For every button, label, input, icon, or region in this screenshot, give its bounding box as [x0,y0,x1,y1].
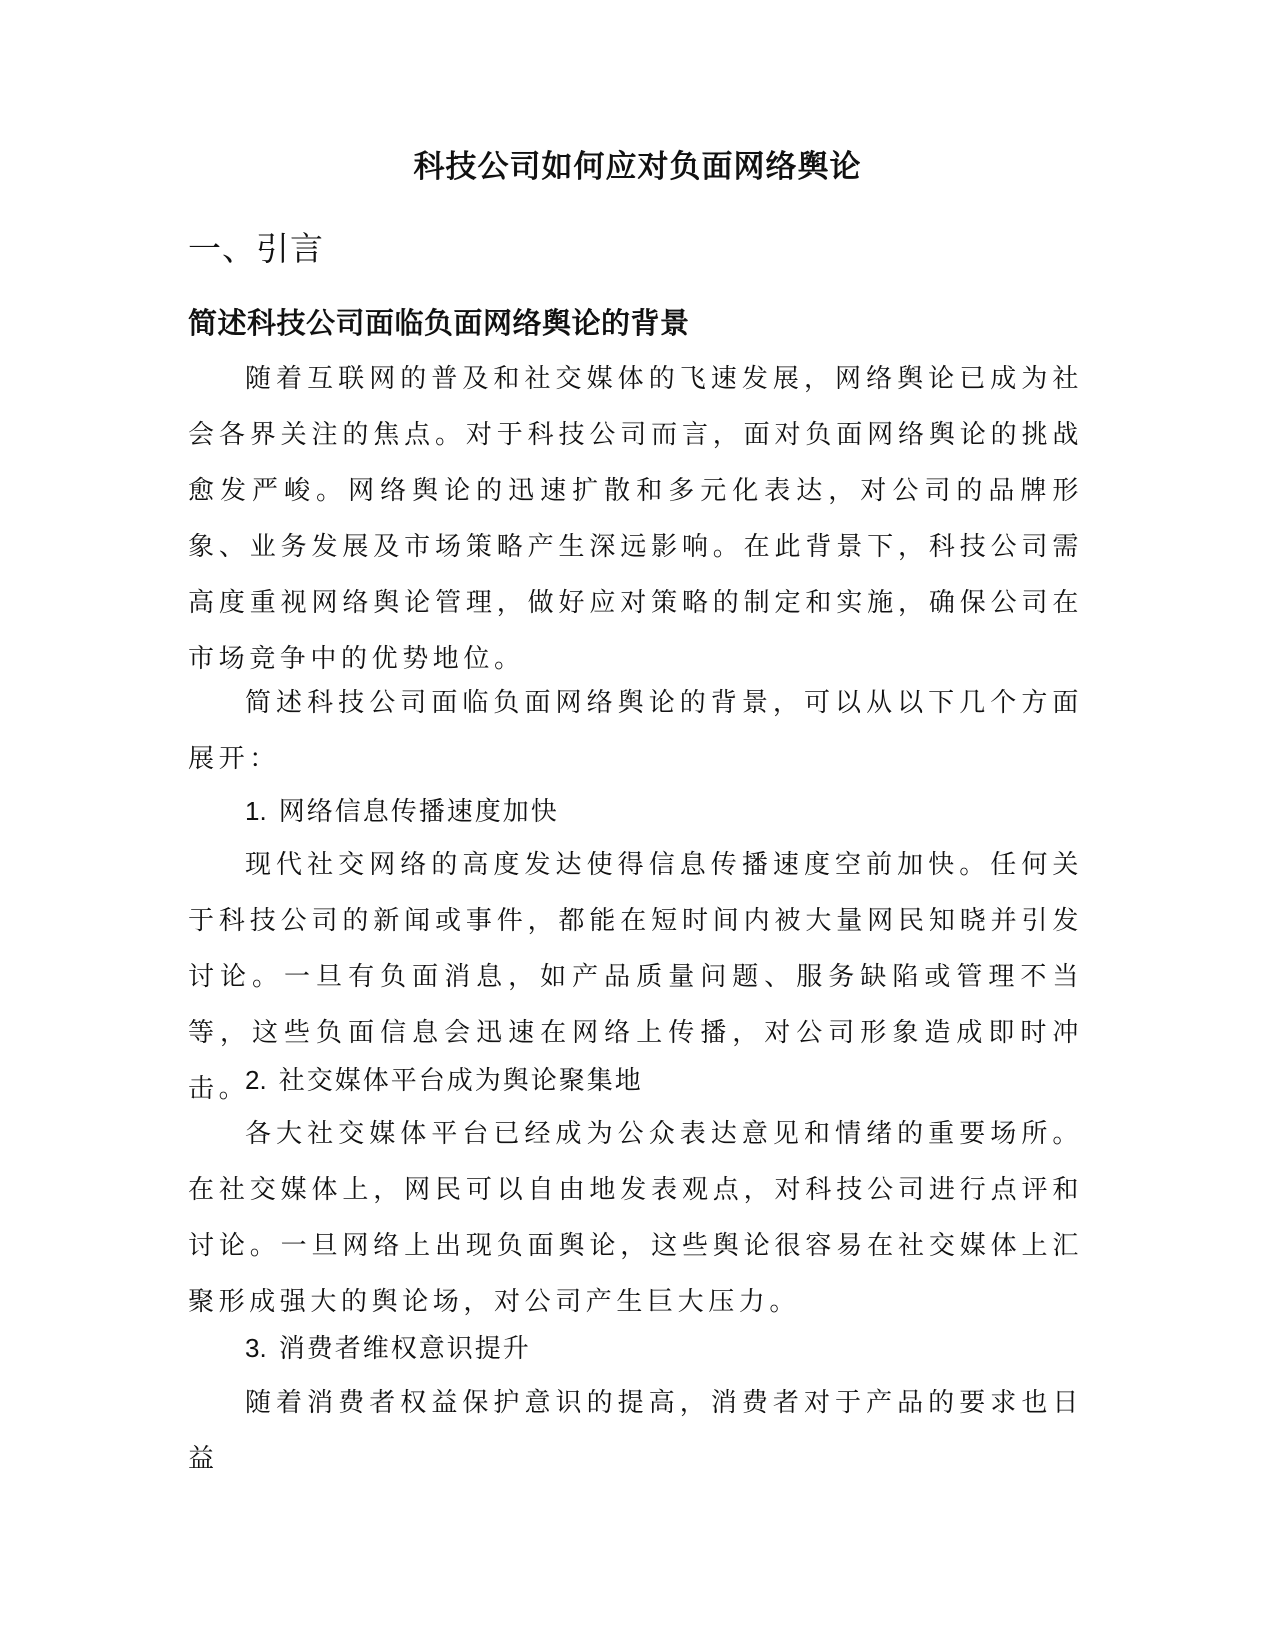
list-item-title: 消费者维权意识提升 [278,1334,531,1364]
outline-paragraph: 简述科技公司面临负面网络舆论的背景，可以从以下几个方面展开： [188,688,1083,774]
section-heading: 一、引言 [188,229,324,268]
list-item-heading-3 [245,1323,531,1374]
list-item-number: 2. [245,1065,267,1095]
list-item-paragraph-1: 现代社交网络的高度发达使得信息传播速度空前加快。任何关于科技公司的新闻或事件，都能在短时间内被大量网民知晓并引发讨论。一旦有负面消息，如产品质量问题、服务缺陷或管理不当等，这些负面信息会迅速在网络上传播，对公司形象造成即时冲击。 [188,850,1083,1104]
list-item-number: 3. [245,1333,267,1363]
subsection-heading: 简述科技公司面临负面网络舆论的背景 [188,306,690,340]
list-item-paragraph-3: 随着消费者权益保护意识的提高，消费者对于产品的要求也日益 [188,1388,1083,1474]
list-item-title: 社交媒体平台成为舆论聚集地 [278,1066,643,1096]
list-item-heading-2 [245,1055,643,1106]
list-item-heading-1 [245,786,559,837]
intro-paragraph: 随着互联网的普及和社交媒体的飞速发展，网络舆论已成为社会各界关注的焦点。对于科技公司而言，面对负面网络舆论的挑战愈发严峻。网络舆论的迅速扩散和多元化表达，对公司的品牌形象、业务发展及市场策略产生深远影响。在此背景下，科技公司需高度重视网络舆论管理，做好应对策略的制定和实施，确保公司在市场竞争中的优势地位。 [188,364,1083,674]
list-item-number: 1. [245,796,267,826]
document-title: 科技公司如何应对负面网络舆论 [413,149,862,185]
list-item-paragraph-2: 各大社交媒体平台已经成为公众表达意见和情绪的重要场所。在社交媒体上，网民可以自由地发表观点，对科技公司进行点评和讨论。一旦网络上出现负面舆论，这些舆论很容易在社交媒体上汇聚形成强大的舆论场，对公司产生巨大压力。 [188,1119,1083,1317]
list-item-title: 网络信息传播速度加快 [278,797,559,827]
